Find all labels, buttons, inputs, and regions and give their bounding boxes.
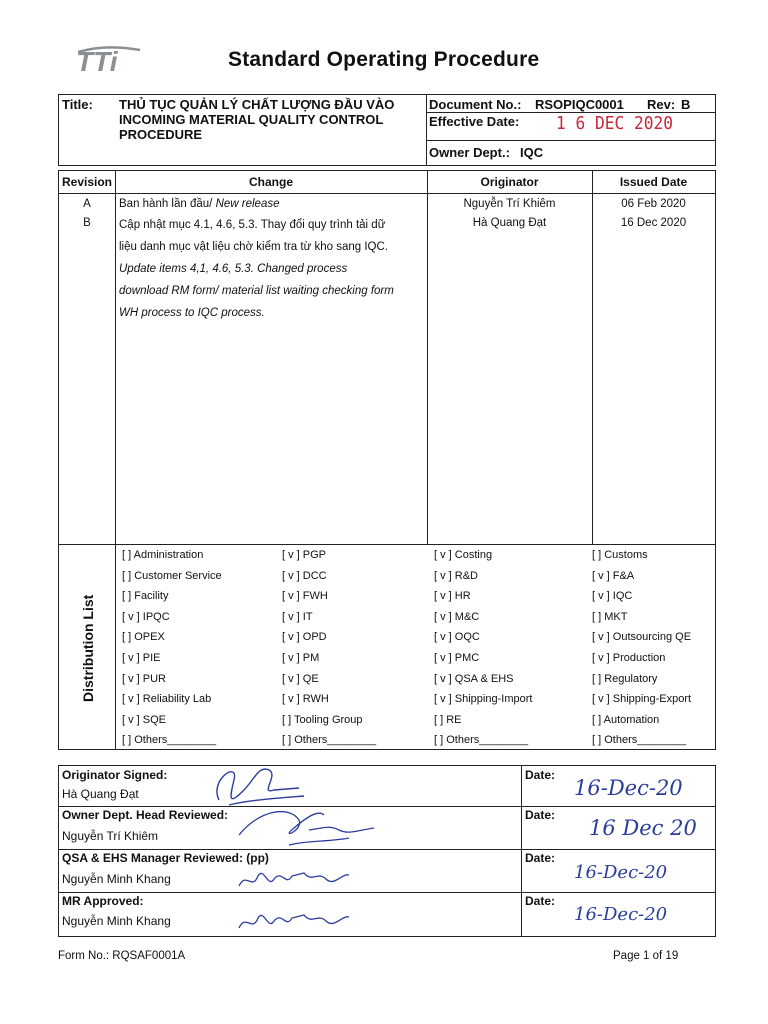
owner-reviewed-label: Owner Dept. Head Reviewed: <box>62 808 229 822</box>
signature-owner-reviewed <box>229 800 379 850</box>
distribution-item: [ v ] PMC <box>434 652 480 664</box>
qsa-reviewed-label: QSA & EHS Manager Reviewed: (pp) <box>62 851 269 865</box>
distribution-item: [ ] Tooling Group <box>282 713 363 726</box>
distribution-item: [ ] Customer Service <box>122 569 222 582</box>
distribution-item: [ v ] QSA & EHS <box>434 672 514 685</box>
rev-label: Rev: <box>647 97 676 112</box>
date-label-1: Date: <box>525 768 556 782</box>
distribution-item: [ v ] F&A <box>592 569 635 582</box>
title-en-line1: INCOMING MATERIAL QUALITY CONTROL <box>119 112 384 127</box>
distribution-item: [ v ] PIE <box>122 652 161 664</box>
distribution-item: [ v ] Shipping-Export <box>592 693 692 706</box>
effective-date-stamp: 1 6 DEC 2020 <box>556 113 674 134</box>
date-handwritten-3: 16-Dec-20 <box>574 862 668 883</box>
distribution-item: [ ] Others________ <box>592 734 687 747</box>
distribution-item: [ ] Customs <box>592 549 648 561</box>
distribution-item: [ ] Automation <box>592 713 660 726</box>
distribution-item: [ ] MKT <box>592 610 628 623</box>
col-revision: Revision <box>61 175 112 189</box>
date-handwritten-1: 16-Dec-20 <box>574 776 683 800</box>
distribution-item: [ v ] PUR <box>122 672 167 685</box>
signature-mr-approved <box>234 903 354 938</box>
distribution-item: [ v ] Outsourcing QE <box>592 631 692 644</box>
originator-signed-name: Hà Quang Đạt <box>62 787 139 801</box>
distribution-item: [ v ] M&C <box>434 610 480 623</box>
mr-approved-name: Nguyễn Minh Khang <box>62 914 171 928</box>
originator-a: Nguyễn Trí Khiêm <box>463 198 556 210</box>
mr-approved-label: MR Approved: <box>62 894 144 908</box>
owner-dept: IQC <box>520 145 544 160</box>
change-b: Cập nhật mục 4.1, 4.6, 5.3. Thay đổi quy trình tải dữ liệu danh mục vật liệu chờ kiểm tra từ kho sang IQC. Update items 4,1, 4.6, 5.3. Changed process download RM form/ material list waiting checking form WH process to IQC process. <box>119 219 394 319</box>
distribution-item: [ ] OPEX <box>122 631 165 644</box>
distribution-item: [ v ] QE <box>282 672 319 685</box>
distribution-item: [ v ] IPQC <box>122 610 170 623</box>
distribution-item: [ v ] Reliability Lab <box>122 693 212 706</box>
qsa-reviewed-name: Nguyễn Minh Khang <box>62 872 171 886</box>
distribution-list-label: Distribution List <box>80 594 96 702</box>
date-handwritten-2: 16 Dec 20 <box>589 816 697 840</box>
distribution-item: [ v ] OQC <box>434 631 480 644</box>
owner-reviewed-name: Nguyễn Trí Khiêm <box>62 829 159 843</box>
distribution-item: [ v ] Production <box>592 652 666 664</box>
distribution-item: [ v ] PM <box>282 652 320 664</box>
header-table <box>58 94 716 166</box>
date-label-4: Date: <box>525 894 556 908</box>
document-title: Standard Operating Procedure <box>228 48 540 71</box>
originator-signed-label: Originator Signed: <box>62 768 168 782</box>
signature-qsa-reviewed <box>234 861 354 896</box>
originator-b: Hà Quang Đạt <box>472 217 547 229</box>
rev-value: B <box>681 97 691 112</box>
doc-no-label: Document No.: <box>429 97 522 112</box>
distribution-item: [ ] RE <box>434 713 462 726</box>
distribution-item: [ v ] FWH <box>282 590 328 603</box>
distribution-item: [ ] Others________ <box>122 734 217 747</box>
distribution-item: [ v ] SQE <box>122 713 167 726</box>
issued-a: 06 Feb 2020 <box>621 198 686 210</box>
distribution-item: [ ] Others________ <box>282 734 377 747</box>
col-change: Change <box>248 175 293 189</box>
distribution-item: [ ] Others________ <box>434 734 529 747</box>
effective-label: Effective Date: <box>429 114 520 129</box>
form-number: Form No.: RQSAF0001A <box>58 950 186 962</box>
distribution-item: [ ] Regulatory <box>592 672 658 685</box>
title-en-line2: PROCEDURE <box>119 127 203 142</box>
owner-label: Owner Dept.: <box>429 145 510 160</box>
rev-b: B <box>83 217 91 229</box>
date-label-3: Date: <box>525 851 556 865</box>
distribution-item: [ ] Facility <box>122 590 169 603</box>
distribution-item: [ v ] R&D <box>434 569 479 582</box>
signature-table <box>58 765 716 937</box>
distribution-item: [ v ] IQC <box>592 590 633 603</box>
date-handwritten-4: 16-Dec-20 <box>574 904 668 925</box>
col-issued-date: Issued Date <box>619 175 688 189</box>
doc-no: RSOPIQC0001 <box>535 97 624 112</box>
change-a: Ban hành lần đầu/ New release <box>119 198 280 210</box>
distribution-item: [ v ] DCC <box>282 569 327 582</box>
distribution-item: [ v ] RWH <box>282 693 329 706</box>
page-number: Page 1 of 19 <box>613 950 679 962</box>
distribution-item: [ v ] Shipping-Import <box>434 693 533 706</box>
distribution-item: [ v ] OPD <box>282 631 327 644</box>
distribution-item: [ v ] PGP <box>282 549 327 561</box>
distribution-item: [ v ] Costing <box>434 549 493 561</box>
distribution-item: [ v ] HR <box>434 590 471 603</box>
tti-logo <box>76 44 142 78</box>
svg-text:TTi: TTi <box>76 46 118 77</box>
title-label: Title: <box>62 97 93 112</box>
col-originator: Originator <box>480 175 539 189</box>
rev-a: A <box>83 198 91 210</box>
distribution-item: [ v ] IT <box>282 610 313 623</box>
distribution-item: [ ] Administration <box>122 549 204 561</box>
issued-b: 16 Dec 2020 <box>620 217 687 229</box>
title-vi: THỦ TỤC QUẢN LÝ CHẤT LƯỢNG ĐẦU VÀO <box>119 97 395 112</box>
date-label-2: Date: <box>525 808 556 822</box>
